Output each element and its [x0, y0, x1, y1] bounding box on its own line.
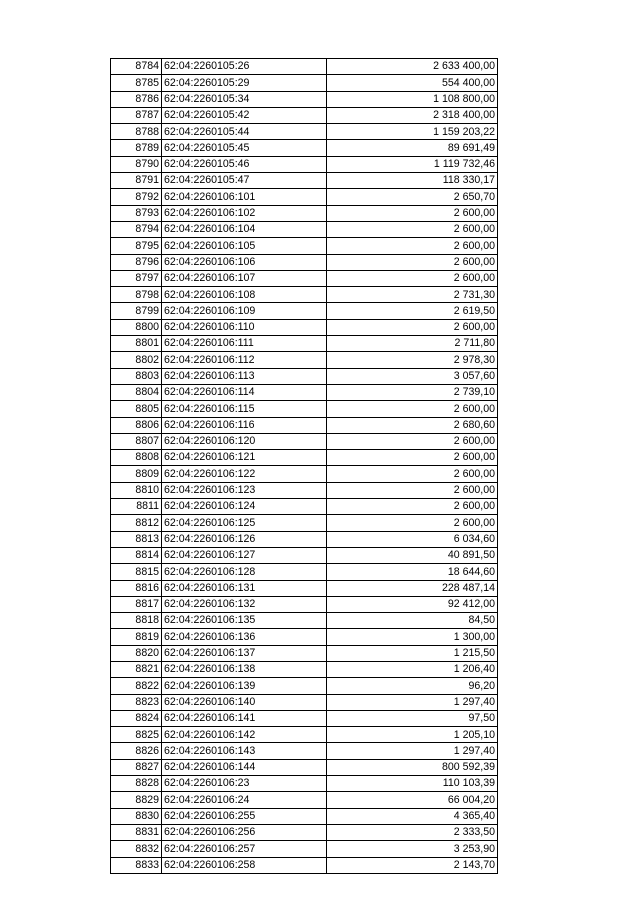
row-number: 8786 — [111, 91, 162, 107]
table-row — [111, 808, 498, 824]
cadastral-number: 62:04:2260106:108 — [162, 287, 327, 303]
table-row — [111, 580, 498, 596]
cadastral-number: 62:04:2260105:46 — [162, 156, 327, 172]
cadastral-number: 62:04:2260106:105 — [162, 238, 327, 254]
cadastral-number: 62:04:2260105:26 — [162, 59, 327, 75]
cadastral-value: 2 333,50 — [327, 824, 498, 840]
table-row — [111, 124, 498, 140]
cadastral-number: 62:04:2260106:114 — [162, 384, 327, 400]
cadastral-number: 62:04:2260105:34 — [162, 91, 327, 107]
cadastral-value: 66 004,20 — [327, 792, 498, 808]
cadastral-value: 96,20 — [327, 678, 498, 694]
row-number: 8814 — [111, 547, 162, 563]
cadastral-value: 18 644,60 — [327, 564, 498, 580]
cadastral-value: 2 978,30 — [327, 352, 498, 368]
cadastral-number: 62:04:2260106:121 — [162, 450, 327, 466]
cadastral-value: 2 600,00 — [327, 450, 498, 466]
table-row — [111, 710, 498, 726]
cadastral-value: 2 739,10 — [327, 384, 498, 400]
cadastral-value: 89 691,49 — [327, 140, 498, 156]
cadastral-number: 62:04:2260106:122 — [162, 466, 327, 482]
table-row — [111, 547, 498, 563]
table-row — [111, 254, 498, 270]
cadastral-number: 62:04:2260106:102 — [162, 205, 327, 221]
table-row — [111, 743, 498, 759]
cadastral-value: 1 300,00 — [327, 629, 498, 645]
table-row — [111, 515, 498, 531]
cadastral-number: 62:04:2260106:112 — [162, 352, 327, 368]
table-row — [111, 564, 498, 580]
row-number: 8824 — [111, 710, 162, 726]
row-number: 8810 — [111, 482, 162, 498]
row-number: 8806 — [111, 417, 162, 433]
row-number: 8796 — [111, 254, 162, 270]
table-row — [111, 596, 498, 612]
row-number: 8789 — [111, 140, 162, 156]
row-number: 8795 — [111, 238, 162, 254]
cadastral-value: 2 600,00 — [327, 205, 498, 221]
cadastral-number: 62:04:2260106:24 — [162, 792, 327, 808]
table-row — [111, 287, 498, 303]
table-row — [111, 661, 498, 677]
row-number: 8813 — [111, 531, 162, 547]
table-row — [111, 613, 498, 629]
table-row — [111, 189, 498, 205]
cadastral-number: 62:04:2260106:132 — [162, 596, 327, 612]
table-row — [111, 433, 498, 449]
cadastral-value: 2 650,70 — [327, 189, 498, 205]
table-row — [111, 792, 498, 808]
table-row — [111, 694, 498, 710]
table-row — [111, 466, 498, 482]
table-row — [111, 91, 498, 107]
row-number: 8822 — [111, 678, 162, 694]
cadastral-value-table — [110, 58, 498, 874]
cadastral-number: 62:04:2260106:135 — [162, 613, 327, 629]
cadastral-value: 2 600,00 — [327, 270, 498, 286]
cadastral-number: 62:04:2260106:142 — [162, 727, 327, 743]
cadastral-number: 62:04:2260106:126 — [162, 531, 327, 547]
row-number: 8807 — [111, 433, 162, 449]
cadastral-number: 62:04:2260106:124 — [162, 499, 327, 515]
table-row — [111, 727, 498, 743]
table-row — [111, 824, 498, 840]
cadastral-value: 118 330,17 — [327, 173, 498, 189]
table-row — [111, 857, 498, 873]
cadastral-number: 62:04:2260106:110 — [162, 319, 327, 335]
table-row — [111, 107, 498, 123]
row-number: 8821 — [111, 661, 162, 677]
cadastral-value: 1 297,40 — [327, 694, 498, 710]
row-number: 8825 — [111, 727, 162, 743]
cadastral-number: 62:04:2260106:101 — [162, 189, 327, 205]
cadastral-number: 62:04:2260106:125 — [162, 515, 327, 531]
cadastral-value: 2 600,00 — [327, 515, 498, 531]
table-row — [111, 303, 498, 319]
cadastral-number: 62:04:2260106:109 — [162, 303, 327, 319]
cadastral-value: 4 365,40 — [327, 808, 498, 824]
cadastral-number: 62:04:2260106:116 — [162, 417, 327, 433]
table-row — [111, 482, 498, 498]
table-row — [111, 759, 498, 775]
table-body — [111, 59, 498, 874]
row-number: 8828 — [111, 776, 162, 792]
cadastral-number: 62:04:2260106:120 — [162, 433, 327, 449]
cadastral-value: 2 600,00 — [327, 499, 498, 515]
cadastral-number: 62:04:2260106:115 — [162, 401, 327, 417]
row-number: 8797 — [111, 270, 162, 286]
table-row — [111, 450, 498, 466]
cadastral-number: 62:04:2260106:123 — [162, 482, 327, 498]
table-row — [111, 368, 498, 384]
cadastral-value: 1 215,50 — [327, 645, 498, 661]
cadastral-number: 62:04:2260106:143 — [162, 743, 327, 759]
cadastral-number: 62:04:2260105:47 — [162, 173, 327, 189]
cadastral-value: 2 318 400,00 — [327, 107, 498, 123]
row-number: 8817 — [111, 596, 162, 612]
table-row — [111, 384, 498, 400]
cadastral-number: 62:04:2260106:255 — [162, 808, 327, 824]
cadastral-number: 62:04:2260105:44 — [162, 124, 327, 140]
cadastral-number: 62:04:2260106:131 — [162, 580, 327, 596]
table-row — [111, 336, 498, 352]
table-row — [111, 270, 498, 286]
row-number: 8799 — [111, 303, 162, 319]
row-number: 8818 — [111, 613, 162, 629]
table-row — [111, 173, 498, 189]
cadastral-value: 1 205,10 — [327, 727, 498, 743]
row-number: 8809 — [111, 466, 162, 482]
cadastral-value: 228 487,14 — [327, 580, 498, 596]
cadastral-value: 2 600,00 — [327, 319, 498, 335]
row-number: 8790 — [111, 156, 162, 172]
table-row — [111, 156, 498, 172]
table-row — [111, 352, 498, 368]
row-number: 8815 — [111, 564, 162, 580]
table-row — [111, 629, 498, 645]
cadastral-value: 1 206,40 — [327, 661, 498, 677]
cadastral-number: 62:04:2260106:256 — [162, 824, 327, 840]
row-number: 8792 — [111, 189, 162, 205]
table-row — [111, 140, 498, 156]
cadastral-number: 62:04:2260105:29 — [162, 75, 327, 91]
table-row — [111, 221, 498, 237]
row-number: 8830 — [111, 808, 162, 824]
cadastral-number: 62:04:2260106:144 — [162, 759, 327, 775]
cadastral-number: 62:04:2260106:111 — [162, 336, 327, 352]
cadastral-value: 1 297,40 — [327, 743, 498, 759]
row-number: 8788 — [111, 124, 162, 140]
cadastral-number: 62:04:2260106:257 — [162, 841, 327, 857]
row-number: 8798 — [111, 287, 162, 303]
cadastral-value: 2 711,80 — [327, 336, 498, 352]
cadastral-value: 2 600,00 — [327, 221, 498, 237]
table-row — [111, 417, 498, 433]
cadastral-value: 2 600,00 — [327, 238, 498, 254]
row-number: 8784 — [111, 59, 162, 75]
table-row — [111, 75, 498, 91]
cadastral-value: 97,50 — [327, 710, 498, 726]
table-row — [111, 776, 498, 792]
row-number: 8787 — [111, 107, 162, 123]
cadastral-number: 62:04:2260106:127 — [162, 547, 327, 563]
cadastral-value: 84,50 — [327, 613, 498, 629]
table-row — [111, 319, 498, 335]
cadastral-value: 1 159 203,22 — [327, 124, 498, 140]
row-number: 8832 — [111, 841, 162, 857]
row-number: 8801 — [111, 336, 162, 352]
cadastral-value: 6 034,60 — [327, 531, 498, 547]
cadastral-number: 62:04:2260106:106 — [162, 254, 327, 270]
cadastral-number: 62:04:2260105:42 — [162, 107, 327, 123]
table-row — [111, 401, 498, 417]
cadastral-value: 2 143,70 — [327, 857, 498, 873]
cadastral-value: 2 600,00 — [327, 482, 498, 498]
row-number: 8827 — [111, 759, 162, 775]
row-number: 8803 — [111, 368, 162, 384]
table-row — [111, 499, 498, 515]
row-number: 8816 — [111, 580, 162, 596]
cadastral-number: 62:04:2260106:138 — [162, 661, 327, 677]
cadastral-number: 62:04:2260106:107 — [162, 270, 327, 286]
cadastral-number: 62:04:2260106:136 — [162, 629, 327, 645]
cadastral-value: 2 600,00 — [327, 433, 498, 449]
row-number: 8808 — [111, 450, 162, 466]
table-row — [111, 678, 498, 694]
row-number: 8800 — [111, 319, 162, 335]
cadastral-number: 62:04:2260106:104 — [162, 221, 327, 237]
table-row — [111, 645, 498, 661]
cadastral-value: 92 412,00 — [327, 596, 498, 612]
table-row — [111, 238, 498, 254]
cadastral-number: 62:04:2260105:45 — [162, 140, 327, 156]
cadastral-value: 1 119 732,46 — [327, 156, 498, 172]
cadastral-value: 2 731,30 — [327, 287, 498, 303]
row-number: 8820 — [111, 645, 162, 661]
cadastral-number: 62:04:2260106:137 — [162, 645, 327, 661]
row-number: 8802 — [111, 352, 162, 368]
row-number: 8791 — [111, 173, 162, 189]
row-number: 8826 — [111, 743, 162, 759]
cadastral-number: 62:04:2260106:128 — [162, 564, 327, 580]
cadastral-number: 62:04:2260106:140 — [162, 694, 327, 710]
cadastral-value: 2 600,00 — [327, 466, 498, 482]
cadastral-value: 2 633 400,00 — [327, 59, 498, 75]
cadastral-value: 554 400,00 — [327, 75, 498, 91]
cadastral-value: 2 619,50 — [327, 303, 498, 319]
cadastral-value: 3 057,60 — [327, 368, 498, 384]
table-row — [111, 531, 498, 547]
cadastral-number: 62:04:2260106:113 — [162, 368, 327, 384]
cadastral-value: 110 103,39 — [327, 776, 498, 792]
row-number: 8804 — [111, 384, 162, 400]
cadastral-value: 40 891,50 — [327, 547, 498, 563]
cadastral-value: 800 592,39 — [327, 759, 498, 775]
row-number: 8823 — [111, 694, 162, 710]
row-number: 8793 — [111, 205, 162, 221]
row-number: 8831 — [111, 824, 162, 840]
row-number: 8785 — [111, 75, 162, 91]
table-row — [111, 205, 498, 221]
cadastral-number: 62:04:2260106:139 — [162, 678, 327, 694]
cadastral-value: 3 253,90 — [327, 841, 498, 857]
cadastral-value: 2 600,00 — [327, 254, 498, 270]
table-row — [111, 59, 498, 75]
row-number: 8812 — [111, 515, 162, 531]
cadastral-value: 2 680,60 — [327, 417, 498, 433]
row-number: 8829 — [111, 792, 162, 808]
cadastral-number: 62:04:2260106:258 — [162, 857, 327, 873]
table-row — [111, 841, 498, 857]
cadastral-number: 62:04:2260106:23 — [162, 776, 327, 792]
row-number: 8794 — [111, 221, 162, 237]
cadastral-value: 2 600,00 — [327, 401, 498, 417]
cadastral-value: 1 108 800,00 — [327, 91, 498, 107]
row-number: 8805 — [111, 401, 162, 417]
row-number: 8811 — [111, 499, 162, 515]
cadastral-number: 62:04:2260106:141 — [162, 710, 327, 726]
row-number: 8819 — [111, 629, 162, 645]
row-number: 8833 — [111, 857, 162, 873]
